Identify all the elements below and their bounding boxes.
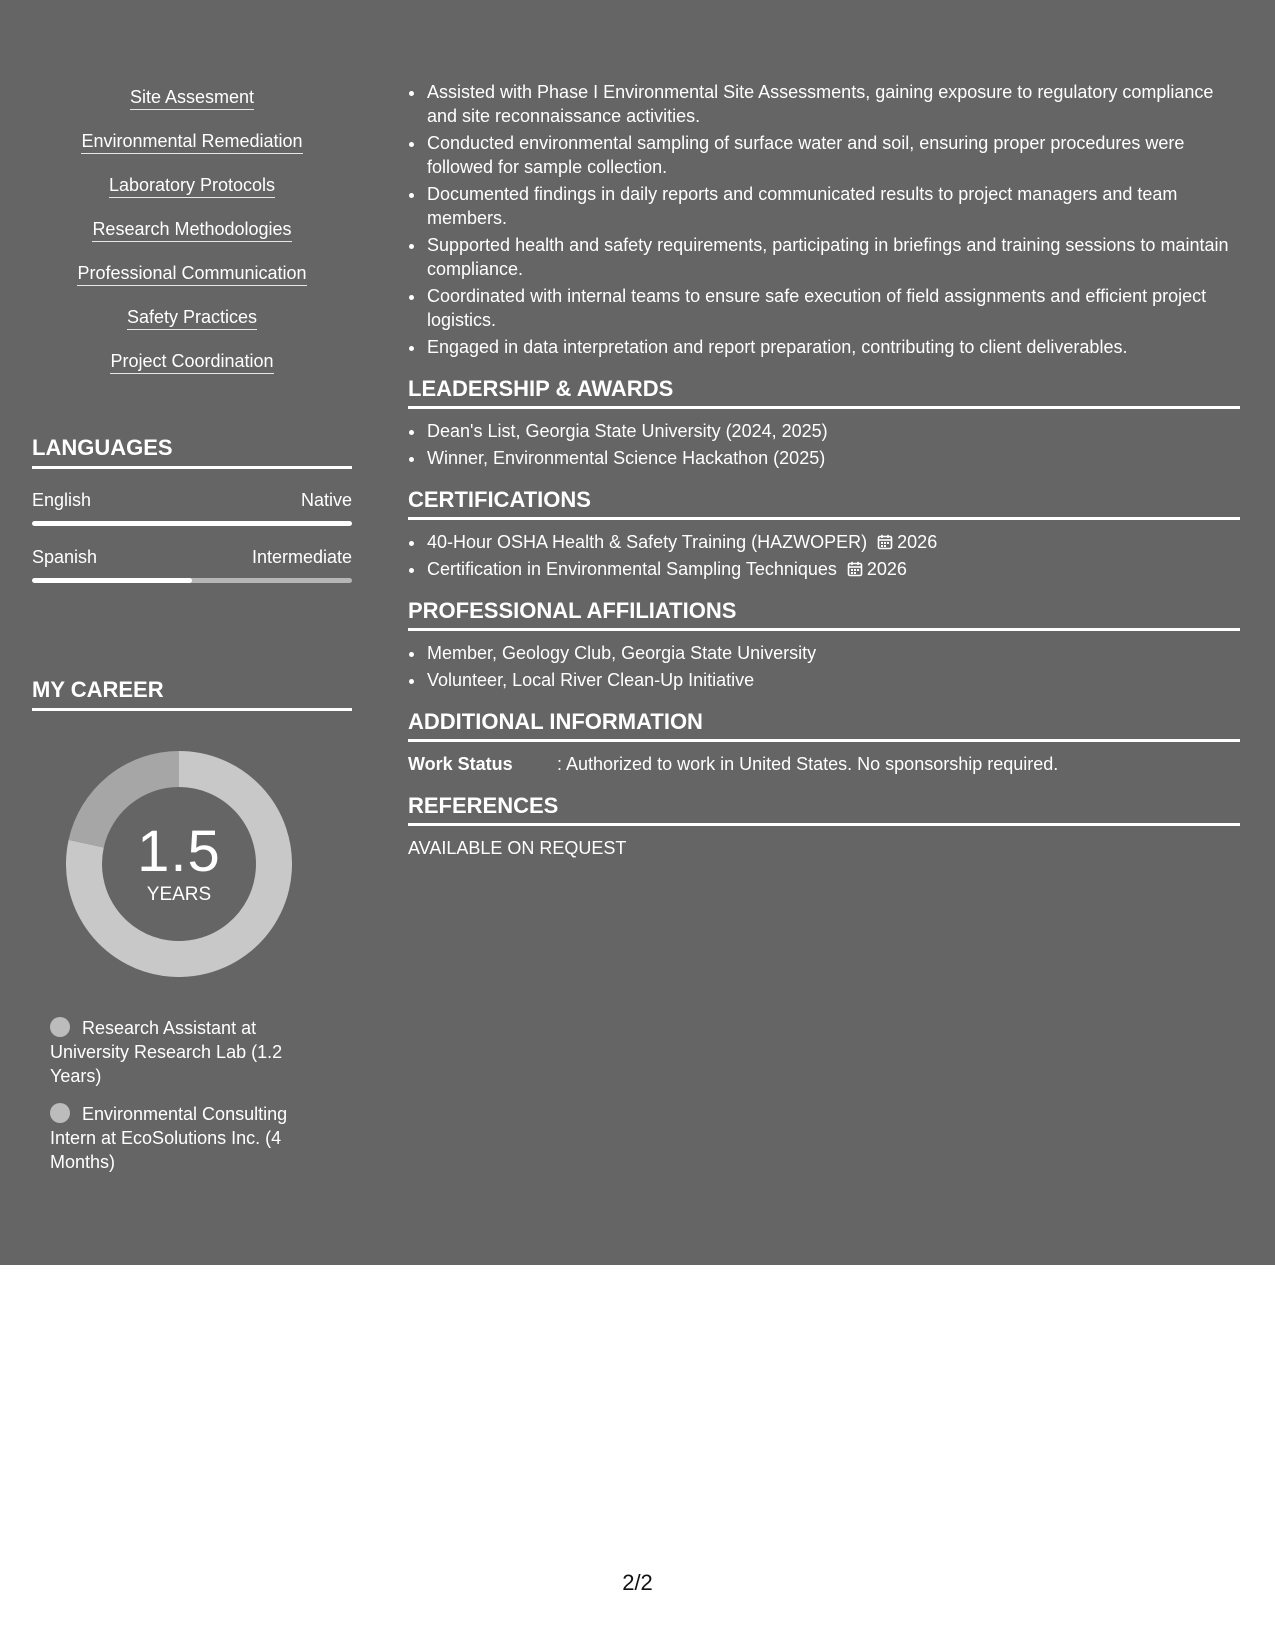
- career-legend-label: Research Assistant at University Research Lab (1.2 Years): [50, 1018, 283, 1086]
- work-status-value: : Authorized to work in United States. No sponsorship required.: [557, 754, 1059, 774]
- languages-heading: LANGUAGES: [32, 434, 352, 469]
- legend-dot-icon: [50, 1103, 70, 1123]
- certifications-list: [408, 530, 1240, 581]
- references-text: AVAILABLE ON REQUEST: [408, 838, 627, 858]
- work-status-label: Work Status: [408, 754, 513, 774]
- certification-name: 40-Hour OSHA Health & Safety Training (HAZWOPER): [427, 532, 868, 552]
- career-legend-item: [50, 1016, 310, 1088]
- language-item: [32, 489, 352, 526]
- career-legend-item: [50, 1102, 310, 1174]
- certification-year: 2026: [897, 532, 938, 552]
- calendar-icon: [847, 561, 863, 577]
- legend-dot-icon: [50, 1017, 70, 1037]
- right-column: [408, 80, 1240, 860]
- career-legend-label: Environmental Consulting Intern at EcoSolutions Inc. (4 Months): [50, 1104, 288, 1172]
- language-proficiency-bar: [32, 578, 352, 583]
- certification-name: Certification in Environmental Sampling Techniques: [427, 559, 837, 579]
- career-heading: MY CAREER: [32, 676, 352, 711]
- references-heading: REFERENCES: [408, 792, 1240, 826]
- leadership-item: • Winner, Environmental Science Hackathon (2025): [426, 446, 1240, 470]
- experience-bullet-list: [408, 80, 1240, 359]
- language-name: Spanish: [32, 547, 98, 567]
- language-proficiency-bar: [32, 521, 352, 526]
- skills-list: [32, 86, 352, 394]
- career-section: [32, 676, 352, 1172]
- skill-link[interactable]: Environmental Remediation: [81, 130, 302, 154]
- career-donut-chart: [66, 751, 292, 977]
- career-legend: [50, 1016, 310, 1188]
- language-proficiency-fill: [32, 578, 192, 583]
- experience-bullet: • Assisted with Phase I Environmental Site Assessments, gaining exposure to regulatory compliance and site reconnaissance activities.: [426, 80, 1240, 128]
- skill-link[interactable]: Safety Practices: [127, 306, 257, 330]
- career-total-unit: YEARS: [146, 884, 212, 905]
- work-status-row: [408, 752, 1240, 776]
- leadership-item: • Dean's List, Georgia State University (2024, 2025): [426, 419, 1240, 443]
- certification-item: [426, 530, 1240, 554]
- affiliation-item: • Member, Geology Club, Georgia State University: [426, 641, 1240, 665]
- affiliation-item: • Volunteer, Local River Clean-Up Initiative: [426, 668, 1240, 692]
- leadership-heading: LEADERSHIP & AWARDS: [408, 375, 1240, 409]
- certification-item: [426, 557, 1240, 581]
- experience-bullet: • Documented findings in daily reports and communicated results to project managers and team members.: [426, 182, 1240, 230]
- languages-section: [32, 434, 352, 583]
- language-name: English: [32, 490, 92, 510]
- skill-link[interactable]: Research Methodologies: [92, 218, 291, 242]
- skill-link[interactable]: Project Coordination: [110, 350, 273, 374]
- experience-bullet: • Engaged in data interpretation and report preparation, contributing to client deliverables.: [426, 335, 1240, 359]
- additional-info-heading: ADDITIONAL INFORMATION: [408, 708, 1240, 742]
- leadership-list: [408, 419, 1240, 470]
- skill-link[interactable]: Laboratory Protocols: [109, 174, 275, 198]
- affiliations-list: [408, 641, 1240, 692]
- experience-bullet: • Coordinated with internal teams to ensure safe execution of field assignments and efficient project logistics.: [426, 284, 1240, 332]
- experience-bullet: • Supported health and safety requirements, participating in briefings and training sessions to maintain compliance.: [426, 233, 1240, 281]
- language-proficiency-fill: [32, 521, 352, 526]
- skill-link[interactable]: Professional Communication: [77, 262, 306, 286]
- language-level: Intermediate: [251, 547, 352, 567]
- language-item: [32, 546, 352, 583]
- certification-year: 2026: [866, 559, 907, 579]
- page-number: 2/2: [622, 1570, 653, 1595]
- affiliations-heading: PROFESSIONAL AFFILIATIONS: [408, 597, 1240, 631]
- experience-bullet: • Conducted environmental sampling of surface water and soil, ensuring proper procedures were followed for sample collection.: [426, 131, 1240, 179]
- career-total-value: 1.5: [137, 819, 221, 884]
- certifications-heading: CERTIFICATIONS: [408, 486, 1240, 520]
- skill-link[interactable]: Site Assesment: [130, 86, 254, 110]
- calendar-icon: [877, 534, 893, 550]
- language-level: Native: [300, 490, 352, 510]
